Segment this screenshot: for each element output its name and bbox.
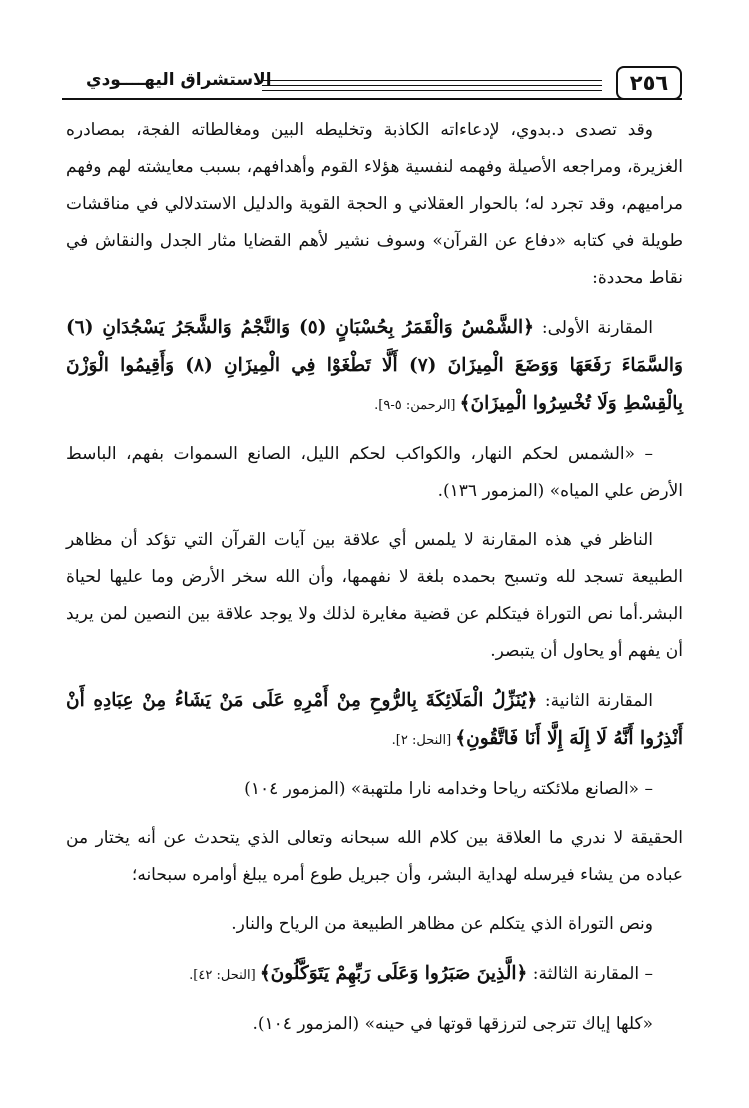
verse-reference: [النحل: ٢]. — [391, 733, 456, 748]
page-number: ٢٥٦ — [616, 66, 682, 100]
paragraph-intro: وقد تصدى د.بدوي، لإدعاءاته الكاذبة وتخليطه البين ومغالطاته الفجة، بمصادره الغزيرة، ومراجعه الأصيلة وفهمه لنفسية هؤلاء القوم وأهدافهم، بسبب معايشته لهم وفهم مراميهم، وقد تجرد له؛ بالحوار العقلاني و الحجة القوية والدليل الاستدلالي في مناقشات طويلة في كتابه «دفاع عن القرآن» وسوف نشير لأهم القضايا مثار الجدل والنقاش في نقاط محددة: — [66, 120, 683, 288]
page-header — [62, 66, 682, 106]
paragraph-analysis-2: الحقيقة لا ندري ما العلاقة بين كلام الله سبحانه وتعالى الذي يتحدث عن أنه يختار من عباده من يشاء فيرسله لهداية البشر، وأن جبريل طوع أمره يبلغ أوامره سبحانه؛ — [66, 828, 683, 885]
quran-verse: ﴿الَّذِينَ صَبَرُوا وَعَلَى رَبِّهِمْ يَتَوَكَّلُونَ﴾ — [259, 963, 528, 984]
header-rule — [262, 90, 602, 91]
comparison-label: – المقارنة الثالثة: — [527, 964, 653, 984]
running-title: الاستشراق اليهــــودي — [86, 70, 272, 90]
comparison-2 — [66, 682, 683, 759]
header-rule — [262, 85, 602, 86]
psalm-quote-1: – «الشمس لحكم النهار، والكواكب لحكم الليل، الصانع السموات بفهم، الباسط الأرض علي المياه» (المزمور ١٣٦). — [66, 444, 683, 501]
quran-verse: ﴿الشَّمْسُ وَالْقَمَرُ بِحُسْبَانٍ (٥) وَالنَّجْمُ وَالشَّجَرُ يَسْجُدَانِ (٦) وَالسَّمَاءَ رَفَعَهَا وَوَضَعَ الْمِيزَانَ (٧) أَلَّا تَطْغَوْا فِي الْمِيزَانِ (٨) وَأَقِيمُوا الْوَزْنَ بِالْقِسْطِ وَلَا تُخْسِرُوا الْمِيزَانَ﴾ — [66, 317, 683, 414]
comparison-1 — [66, 309, 683, 424]
comparison-label: المقارنة الثانية: — [537, 691, 653, 711]
header-rule — [262, 80, 602, 81]
quran-verse: ﴿يُنَزِّلُ الْمَلَائِكَةَ بِالرُّوحِ مِنْ أَمْرِهِ عَلَى مَنْ يَشَاءُ مِنْ عِبَادِهِ أَنْ أَنْذِرُوا أَنَّهُ لَا إِلَهَ إِلَّا أَنَا فَاتَّقُونِ﴾ — [66, 690, 683, 749]
comparison-3 — [66, 955, 683, 994]
paragraph-analysis-1: الناظر في هذه المقارنة لا يلمس أي علاقة بين آيات القرآن التي تؤكد أن مظاهر الطبيعة تسجد لله وتسبح بحمده بلغة لا نفهمها، وأن الله سخر الأرض وما عليها لحياة البشر.أما نص التوراة فيتكلم عن قضية مغايرة لذلك ولا يوجد علاقة بين النصين لمن يريد أن يفهم أو يحاول أن يتبصر. — [66, 530, 683, 661]
psalm-quote-3: «كلها إياك تترجى لترزقها قوتها في حينه» (المزمور ١٠٤). — [252, 1014, 653, 1034]
verse-reference: [النحل: ٤٢]. — [189, 968, 260, 983]
verse-reference: [الرحمن: ٥-٩]. — [374, 398, 460, 413]
paragraph-analysis-3: ونص التوراة الذي يتكلم عن مظاهر الطبيعة من الرياح والنار. — [231, 914, 653, 934]
comparison-label: المقارنة الأولى: — [533, 318, 653, 338]
header-underline — [62, 98, 682, 100]
page-body — [66, 112, 683, 1055]
psalm-quote-2: – «الصانع ملائكته رياحا وخدامه نارا ملتهبة» (المزمور ١٠٤) — [244, 779, 653, 799]
